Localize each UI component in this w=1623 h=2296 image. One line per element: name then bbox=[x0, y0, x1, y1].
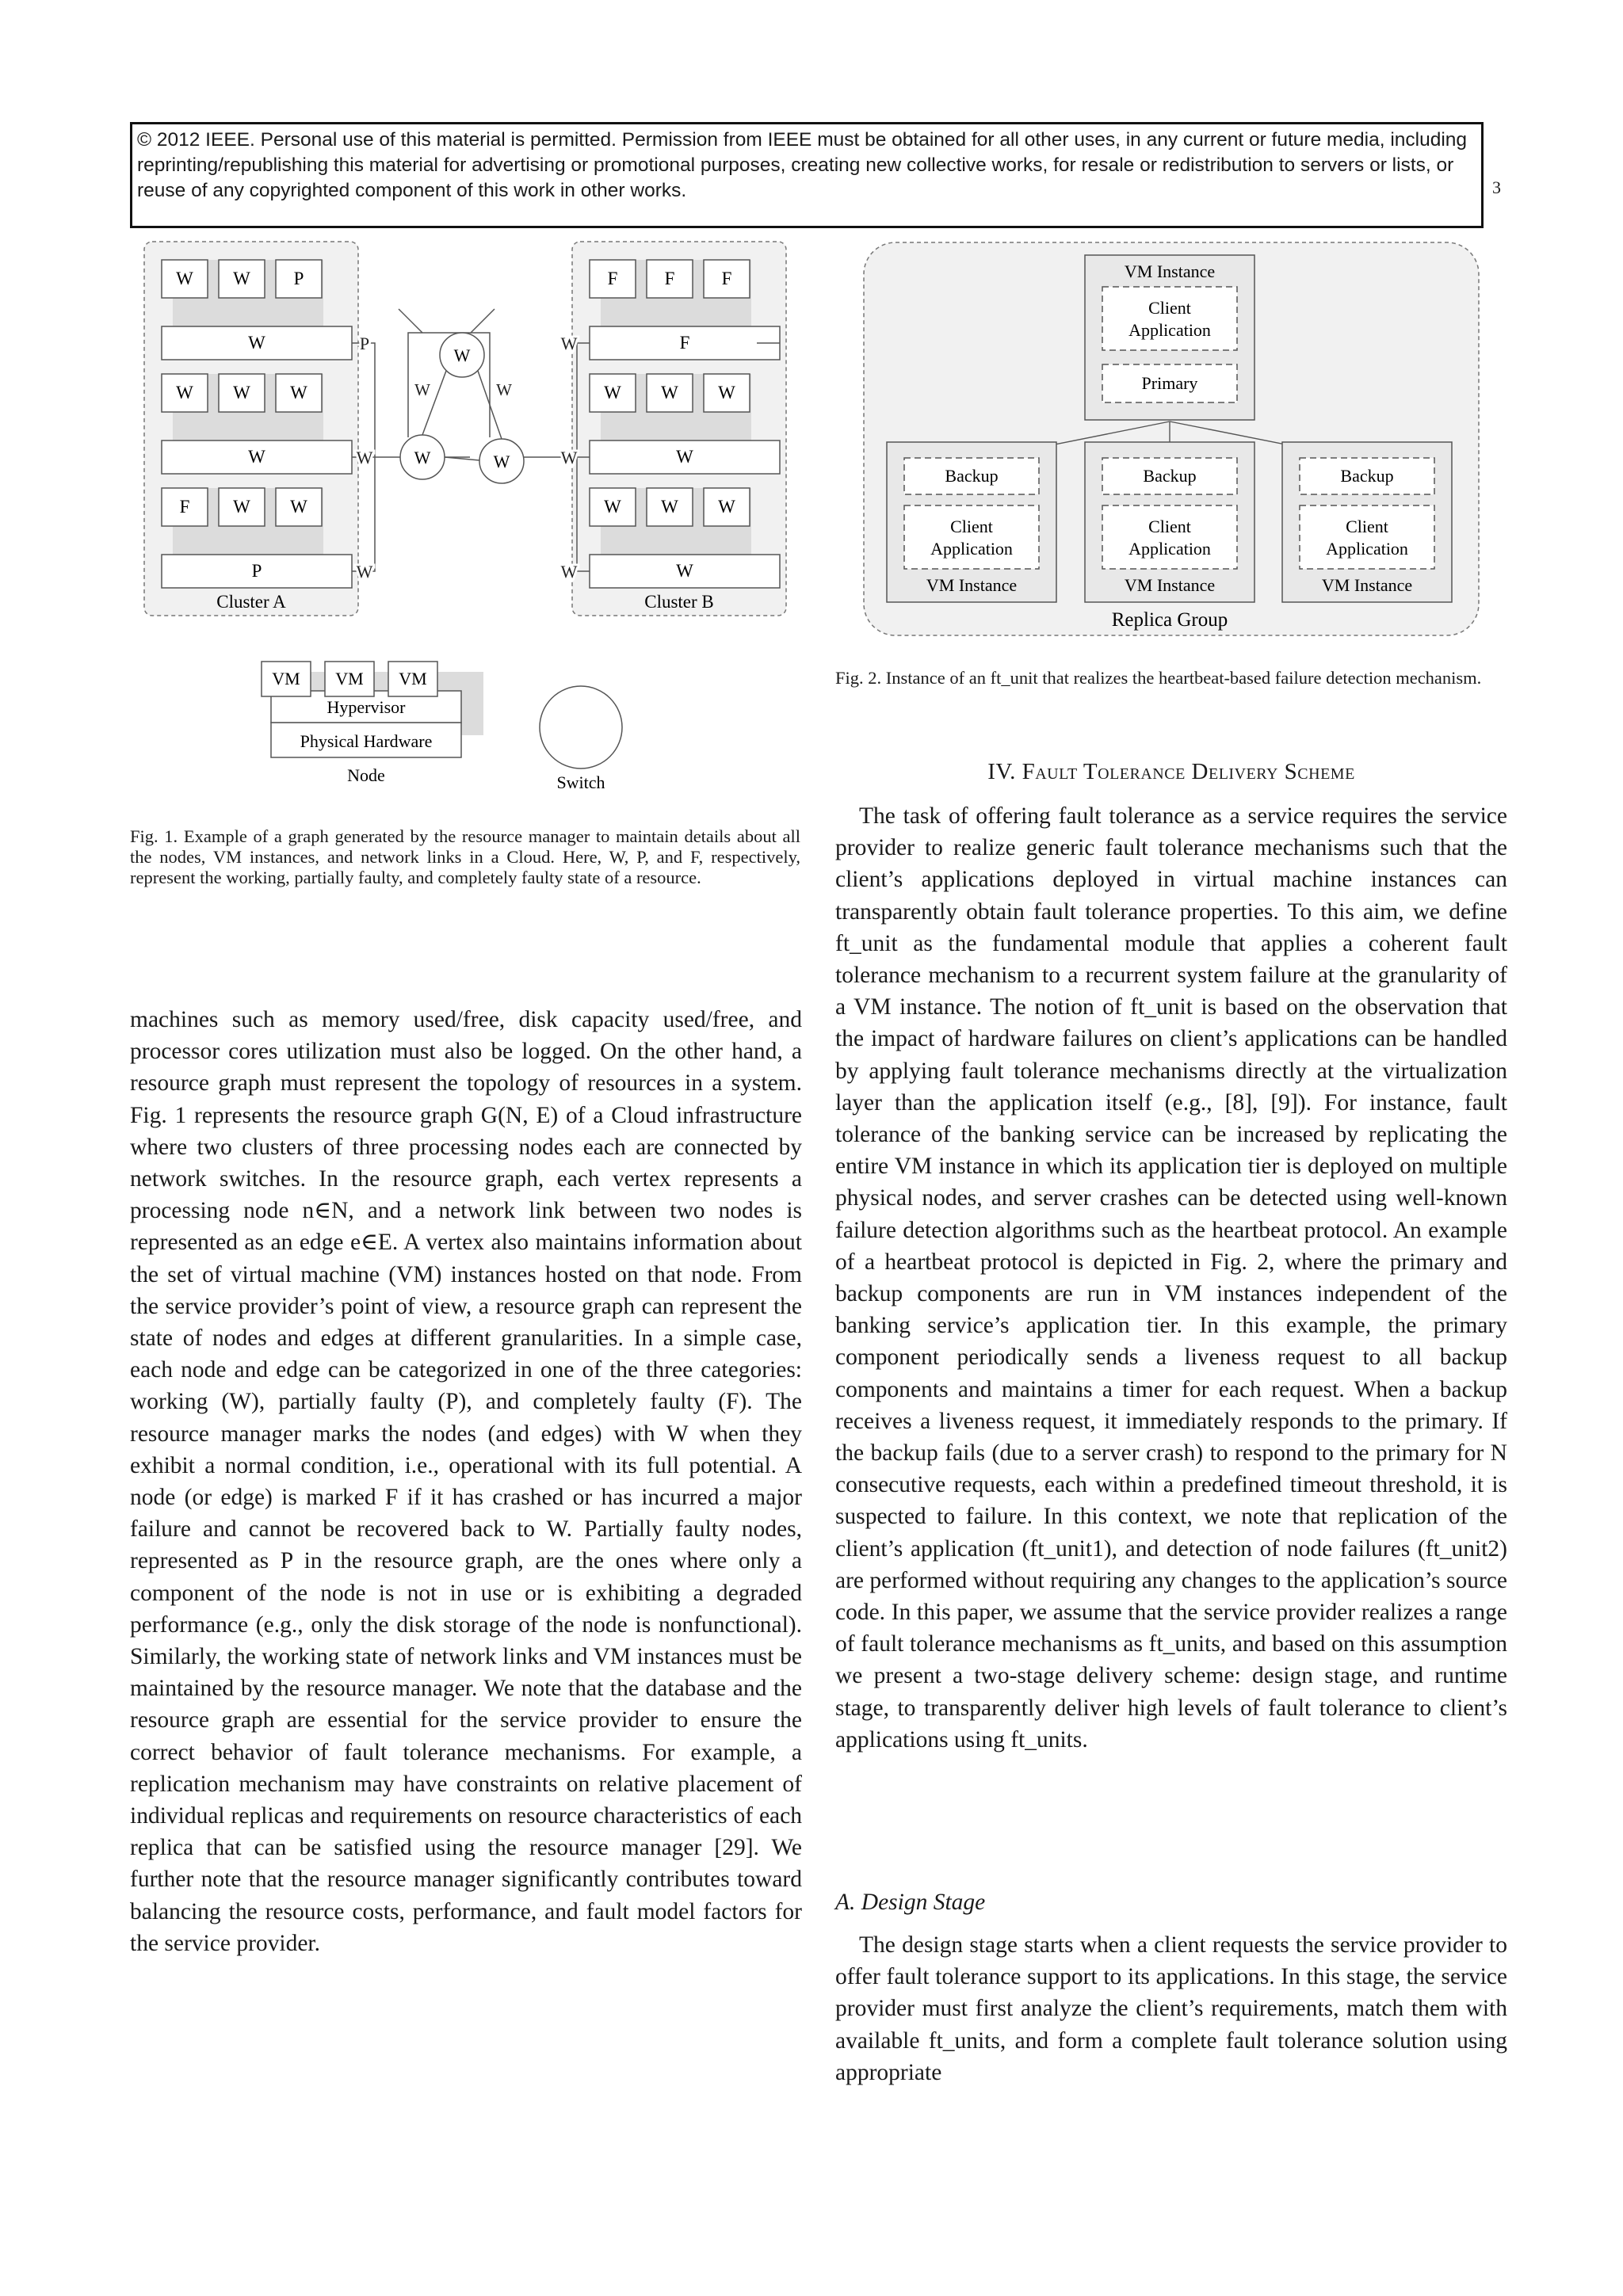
svg-text:W: W bbox=[290, 497, 307, 517]
cluster-b-node-3 bbox=[590, 488, 780, 588]
svg-text:VM: VM bbox=[335, 669, 364, 688]
replica-group-label: Replica Group bbox=[1111, 609, 1228, 631]
svg-text:Application: Application bbox=[1128, 539, 1211, 559]
svg-text:F: F bbox=[179, 497, 190, 517]
right-column-text bbox=[835, 800, 1507, 1756]
cluster-a-n1-vm3: P bbox=[293, 269, 304, 288]
svg-text:Client: Client bbox=[1148, 517, 1191, 536]
svg-text:F: F bbox=[664, 269, 675, 288]
figure-2-diagram bbox=[859, 238, 1493, 642]
cluster-a-n1-vm1: W bbox=[176, 269, 193, 288]
cluster-b-node-2 bbox=[590, 374, 780, 474]
svg-text:W: W bbox=[661, 497, 678, 517]
svg-text:Physical Hardware: Physical Hardware bbox=[300, 731, 433, 751]
svg-text:W: W bbox=[233, 497, 250, 517]
section-title: Fault Tolerance Delivery Scheme bbox=[1022, 759, 1355, 784]
svg-text:Node: Node bbox=[347, 765, 385, 785]
svg-text:W: W bbox=[248, 447, 265, 467]
primary-vm-instance bbox=[1085, 255, 1254, 420]
subsection-heading: A. Design Stage bbox=[835, 1890, 986, 1915]
svg-text:W: W bbox=[676, 447, 693, 467]
replica-vm-1 bbox=[887, 442, 1056, 602]
svg-text:F: F bbox=[607, 269, 618, 288]
cluster-a-n1-vm2: W bbox=[233, 269, 250, 288]
svg-text:VM Instance: VM Instance bbox=[1124, 261, 1216, 281]
svg-text:W: W bbox=[176, 383, 193, 402]
svg-text:Backup: Backup bbox=[1340, 466, 1394, 486]
svg-text:F: F bbox=[679, 333, 690, 353]
replica-vm-2 bbox=[1085, 442, 1254, 602]
svg-text:W: W bbox=[676, 561, 693, 581]
svg-text:Hypervisor: Hypervisor bbox=[327, 697, 406, 717]
svg-text:W: W bbox=[661, 383, 678, 402]
svg-text:VM Instance: VM Instance bbox=[1321, 575, 1413, 595]
svg-text:Application: Application bbox=[1128, 320, 1211, 340]
svg-text:W: W bbox=[604, 497, 621, 517]
svg-text:Application: Application bbox=[1326, 539, 1408, 559]
svg-text:W: W bbox=[718, 383, 735, 402]
svg-text:W: W bbox=[560, 334, 578, 353]
svg-text:Switch: Switch bbox=[556, 772, 605, 792]
right-paragraph-2: The design stage starts when a client requests the service provider to offer fault tolerance support to its applications. In this stage, the service provider must first analyze the client’s requirements, match them with available ft_units, and form a complete fault tolerance solution using appropriate bbox=[835, 1932, 1507, 2085]
svg-text:Client: Client bbox=[1148, 298, 1191, 318]
svg-text:Backup: Backup bbox=[945, 466, 999, 486]
svg-text:VM Instance: VM Instance bbox=[926, 575, 1018, 595]
primary-label: Primary bbox=[1141, 373, 1198, 393]
left-column-text bbox=[130, 1004, 802, 1959]
svg-text:VM: VM bbox=[272, 669, 300, 688]
svg-text:P: P bbox=[251, 561, 262, 581]
figure-1-diagram bbox=[135, 238, 832, 808]
cluster-a-label: Cluster A bbox=[216, 592, 286, 612]
cluster-a-node-2 bbox=[162, 374, 352, 474]
figure-2-caption: Fig. 2. Instance of an ft_unit that realizes the heartbeat-based failure detection mechanism. bbox=[835, 668, 1482, 688]
svg-text:W: W bbox=[356, 448, 373, 467]
svg-text:Application: Application bbox=[930, 539, 1013, 559]
figure-1 bbox=[135, 238, 832, 808]
svg-text:W: W bbox=[718, 497, 735, 517]
figure-1-caption: Fig. 1. Example of a graph generated by the resource manager to maintain details about all the nodes, VM instances, and network links in a Cloud. Here, W, P, and F, respectively, represent the working, partially faulty, and completely faulty state of a resource. bbox=[130, 826, 800, 887]
cluster-b-label: Cluster B bbox=[644, 592, 714, 612]
replica-vm-3 bbox=[1282, 442, 1452, 602]
svg-text:W: W bbox=[290, 383, 307, 402]
cluster-a-n1-host: W bbox=[248, 333, 265, 353]
svg-text:W: W bbox=[560, 562, 578, 582]
svg-text:W: W bbox=[414, 448, 431, 467]
right-column-text-2 bbox=[835, 1929, 1507, 2088]
svg-text:W: W bbox=[356, 562, 373, 582]
svg-text:VM: VM bbox=[399, 669, 427, 688]
svg-text:Backup: Backup bbox=[1143, 466, 1197, 486]
svg-text:W: W bbox=[453, 345, 471, 365]
svg-text:VM Instance: VM Instance bbox=[1124, 575, 1216, 595]
section-number: IV. bbox=[987, 759, 1016, 784]
cluster-a-node-1 bbox=[162, 260, 352, 360]
svg-text:W: W bbox=[604, 383, 621, 402]
copyright-notice: © 2012 IEEE. Personal use of this material is permitted. Permission from IEEE must be obtained for all other uses, in any current or future media, including reprinting/republishing this material for advertising or promotional purposes, creating new collective works, for resale or redistribution to servers or lists, or reuse of any copyrighted component of this work in other works. bbox=[130, 122, 1484, 228]
svg-text:W: W bbox=[493, 452, 510, 471]
legend-node bbox=[262, 662, 483, 785]
figure-2 bbox=[859, 238, 1493, 642]
svg-text:F: F bbox=[721, 269, 732, 288]
svg-text:W: W bbox=[496, 380, 512, 399]
svg-text:W: W bbox=[560, 448, 578, 467]
cluster-a-node-3 bbox=[162, 488, 352, 588]
page-number: 3 bbox=[1492, 177, 1501, 197]
svg-text:P: P bbox=[359, 334, 370, 353]
svg-text:Client: Client bbox=[1346, 517, 1388, 536]
cluster-b-node-1 bbox=[590, 260, 780, 360]
left-paragraph: machines such as memory used/free, disk capacity used/free, and processor cores utilization must also be logged. On the other hand, a resource graph must represent the topology of resources in a system. Fig. 1 represents the resource graph G(N, E) of a Cloud infrastructure where two clusters of three processing nodes each are connected by network switches. In the resource graph, each vertex represents a processing node n∈N, and a network link between two nodes is represented as an edge e∈E. A vertex also maintains information about the set of virtual machine (VM) instances hosted on that node. From the service provider’s point of view, a resource graph can represent the state of nodes and edges at different granularities. In a simple case, each node and edge can be categorized in one of the three categories: working (W), partially faulty (P), and completely faulty (F). The resource manager marks the nodes (and edges) with W when they exhibit a normal condition, i.e., operational with its full potential. A node (or edge) is marked F if it has crashed or has incurred a major failure and cannot be recovered back to W. Partially faulty nodes, represented as P in the resource graph, are the ones where only a component of the node is not in use or is exhibiting a degraded performance (e.g., only the disk storage of the node is nonfunctional). Similarly, the working state of network links and VM instances must be maintained by the resource manager. We note that the database and the resource graph are essential for the service provider to ensure the correct behavior of fault tolerance mechanisms. For example, a replication mechanism may have constraints on relative placement of individual replicas and requirements on resource characteristics of each replica that can be satisfied using the resource manager [29]. We further note that the resource manager significantly contributes toward balancing the resource costs, performance, and fault model factors for the service provider. bbox=[130, 1007, 802, 1956]
right-paragraph-1: The task of offering fault tolerance as a service requires the service provider to realize generic fault tolerance mechanisms such that the client’s applications deployed in virtual machine instances can transparently obtain fault tolerance properties. To this aim, we define ft_unit as the fundamental module that applies a coherent fault tolerance mechanism to a recurrent system failure at the granularity of a VM instance. The notion of ft_unit is based on the observation that the impact of hardware failures on client’s applications can be handled by applying fault tolerance mechanisms directly at the virtualization layer than the application itself (e.g., [8], [9]). For instance, fault tolerance of the banking service can be increased by replicating the entire VM instance in which its application tier is deployed on multiple physical nodes, and server crashes can be detected using well-known failure detection algorithms such as the heartbeat protocol. An example of a heartbeat protocol is depicted in Fig. 2, where the primary and backup components are run in VM instances independent of the banking service’s application tier. In this example, the primary component periodically sends a liveness request to all backup components and maintains a timer for each request. When a backup receives a liveness request, it immediately responds to the primary. If the backup fails (due to a server crash) to respond to the primary for N consecutive requests, each within a predefined timeout threshold, it is suspected to failure. In this context, we note that replication of the client’s application (ft_unit1), and detection of node failures (ft_unit2) are performed without requiring any changes to the application’s source code. In this paper, we assume that the service provider realizes a range of fault tolerance mechanisms as ft_units, and based on this assumption we present a two-stage delivery scheme: design stage, and runtime stage, to transparently deliver high levels of fault tolerance to client’s applications using ft_units. bbox=[835, 803, 1507, 1753]
svg-text:Client: Client bbox=[950, 517, 993, 536]
section-heading bbox=[835, 759, 1507, 785]
svg-text:W: W bbox=[233, 383, 250, 402]
svg-text:W: W bbox=[414, 380, 430, 399]
legend-switch bbox=[540, 686, 622, 792]
